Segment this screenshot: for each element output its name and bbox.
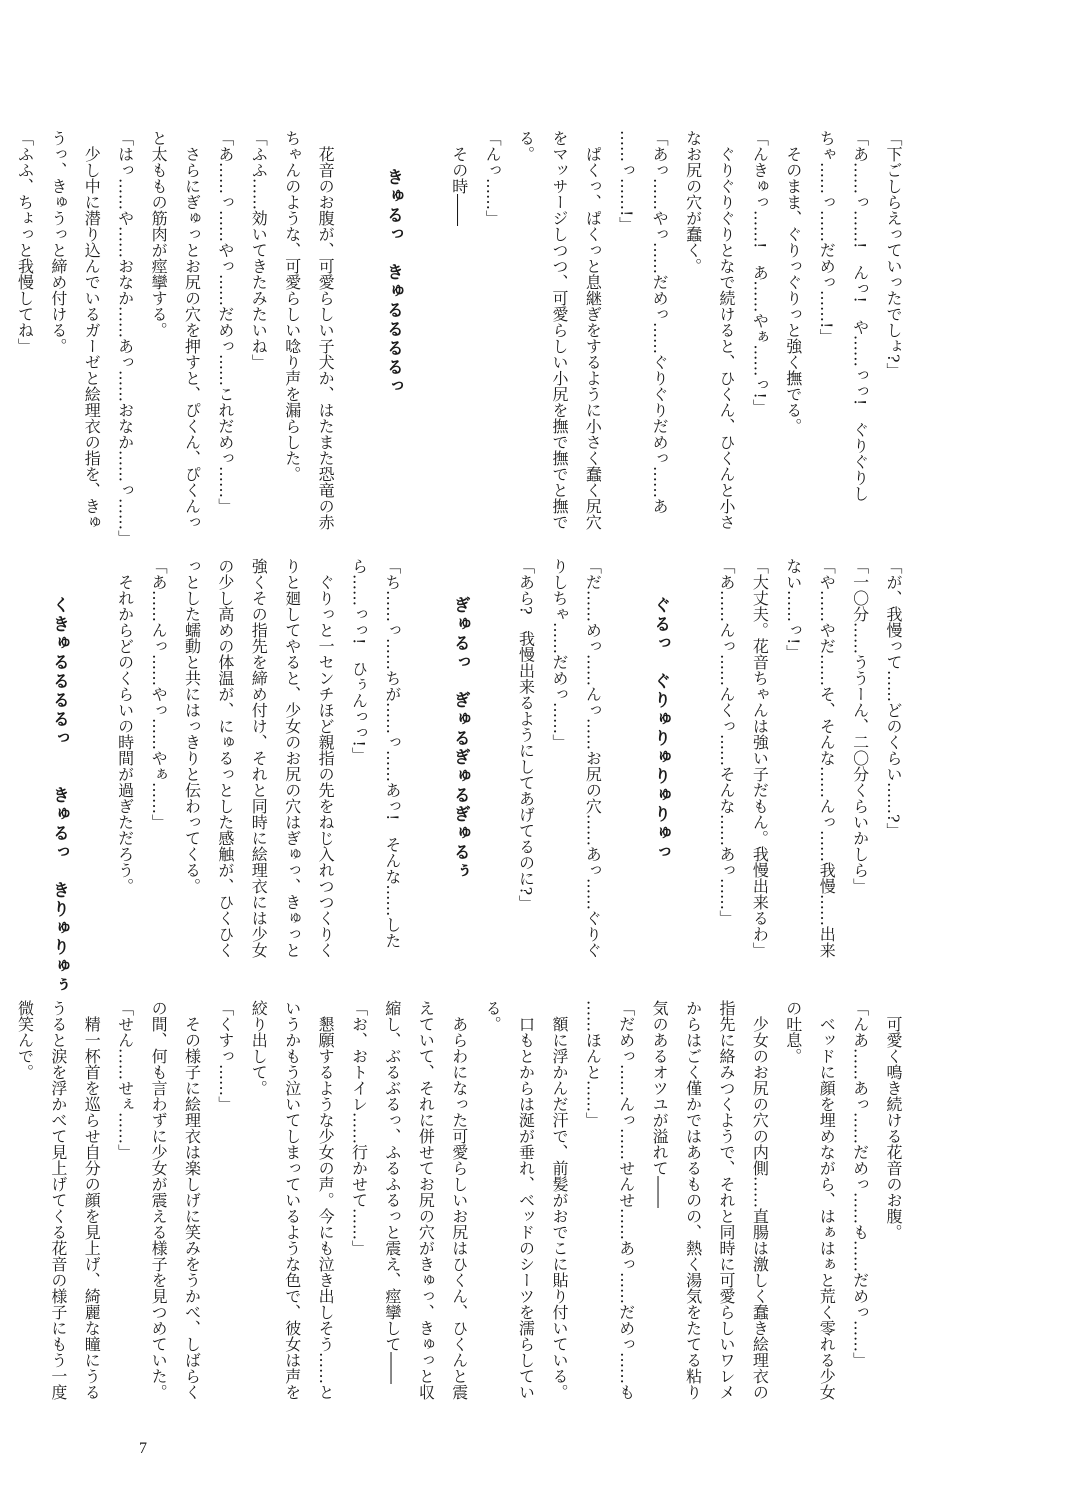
text-line: 「一〇分……ううーん、二〇分くらいかしら」 — [850, 558, 870, 894]
text-line: からはごく僅かではあるものの、熱く湯気をたてる粘り — [683, 1000, 703, 1400]
text-line: と太ももの筋肉が痙攣する。 — [149, 130, 169, 338]
text-line: その時―― — [449, 130, 469, 226]
text-line: そのまま、ぐりっぐりっと強く撫でる。 — [783, 130, 803, 434]
text-line: 「あ……っ……! んっ! や……っっ! ぐりぐりし — [850, 130, 870, 502]
sound-effect-line: ぐるっ ぐりゅりゅりゅりゅっ — [650, 558, 671, 862]
text-line: 「だめっ……んっ……せんせ……あっ……だめっ……も — [616, 1000, 636, 1400]
text-line — [476, 558, 509, 958]
text-line: ちゃんのような、可愛らしい唸り声を漏らした。 — [282, 130, 302, 482]
text-line — [409, 130, 442, 498]
text-line: なお尻の穴が蠢く。 — [683, 130, 703, 274]
text-line: 「んっ……」 — [483, 130, 503, 226]
text-line: ら……っっ! ひぅんっっ!」 — [349, 558, 369, 763]
text-line: 「あ……んっ……んくっ……そんな……あっ……」 — [716, 558, 736, 926]
text-line: りしちゃ……だめっ……」 — [549, 558, 569, 750]
text-line: 額に浮かんだ汗で、前髪がおでこに貼り付いている。 — [549, 1000, 569, 1400]
text-line: ちゃ……っ……だめっ……!」 — [817, 130, 837, 345]
sound-effect-line: きゅるっ きゅるるるるっ — [382, 130, 403, 396]
text-line: 花音のお腹が、可愛らしい子犬か、はたまた恐竜の赤 — [316, 130, 336, 530]
text-line: うると涙を浮かべて見上げてくる花音の様子にもう一度 — [48, 1000, 68, 1400]
text-line: あらわになった可愛らしいお尻はひくん、ひくんと震 — [449, 1000, 469, 1400]
text-line: 「んきゅっ……! あ……やぁ……っ!」 — [750, 130, 770, 415]
text-line: 精一杯首を巡らせ自分の顔を見上げ、綺麗な瞳にうる — [82, 1000, 102, 1400]
text-line: る。 — [516, 130, 536, 162]
text-band-middle — [48, 558, 910, 995]
text-line: ……っ……!」 — [616, 130, 636, 233]
text-line: 「あ……んっ……やっ……やぁ……」 — [149, 558, 169, 830]
text-line: 「んあ……あっ……だめっ……も……だめっ……」 — [850, 1000, 870, 1368]
text-line: さらにぎゅっとお尻の穴を押すと、ぴくん、ぴくんっ — [182, 130, 202, 530]
text-line: 口もとからは涎が垂れ、ベッドのシーツを濡らしてい — [516, 1000, 536, 1400]
text-line: の間、何も言わずに少女が震える様子を見つめていた。 — [149, 1000, 169, 1400]
text-line: 「だ……めっ……んっ……お尻の穴……あっ……ぐりぐ — [583, 558, 603, 958]
text-line: 「や……やだ……そ、そんな……んっ……我慢……出来 — [817, 558, 837, 958]
text-line: 「あら? 我慢出来るようにしてあげてるのに?」 — [516, 558, 536, 912]
text-line: うっ、きゅうっと締め付ける。 — [48, 130, 68, 354]
text-line: ぱくっ、ぱくっと息継ぎをするように小さく蠢く尻穴 — [583, 130, 603, 530]
text-line: ぐりっと一センチほど親指の先をねじ入れつつくりく — [316, 558, 336, 958]
text-line: 「ち……っ……ちが……っ……あっ! そんな……した — [382, 558, 402, 949]
text-band-bottom — [15, 1000, 910, 1400]
text-line: ベッドに顔を埋めながら、はぁはぁと荒く零れる少女 — [817, 1000, 837, 1400]
text-line: 「くすっ……」 — [215, 1000, 235, 1112]
text-line: をマッサージしつつ、可愛らしい小尻を撫で撫でと撫で — [549, 130, 569, 530]
text-line — [342, 130, 375, 498]
text-line: ない……っ!」 — [783, 558, 803, 661]
text-line: 可愛く鳴き続ける花音のお腹。 — [884, 1000, 903, 1240]
text-line: えていて、それに併せてお尻の穴がきゅっ、きゅっと収 — [416, 1000, 436, 1400]
text-line: 微笑んで。 — [15, 1000, 35, 1080]
text-line — [676, 558, 709, 958]
text-line: 気のあるオツユが溢れて―― — [650, 1000, 670, 1208]
text-line: それからどのくらいの時間が過ぎただろう。 — [115, 558, 135, 894]
text-line: 少し中に潜り込んでいるガーゼと絵理衣の指を、きゅ — [82, 130, 102, 530]
text-band-top — [15, 130, 910, 546]
text-line: 「下ごしらえっていったでしょ?」 — [884, 130, 903, 379]
text-line: いうかもう泣いてしまっているような色で、彼女は声を — [282, 1000, 302, 1400]
page-number: 7 — [139, 1440, 147, 1457]
text-line: っとした蠕動と共にはっきりと伝わってくる。 — [182, 558, 202, 894]
text-line: 「が、我慢って……どのくらい……?」 — [884, 558, 903, 839]
text-line: 強くその指先を締め付け、それと同時に絵理衣には少女 — [249, 558, 269, 958]
text-line: 「せん……せぇ……」 — [115, 1000, 135, 1160]
text-line: 絞り出して。 — [249, 1000, 269, 1096]
text-line: 「お、おトイレ……行かせて……」 — [349, 1000, 369, 1256]
text-line: 少女のお尻の穴の内側……直腸は激しく蠢き絵理衣の — [750, 1000, 770, 1400]
text-line: りと廻してやると、少女のお尻の穴はぎゅっ、きゅっと — [282, 558, 302, 958]
text-line: 指先に絡みつくようで、それと同時に可愛らしいワレメ — [716, 1000, 736, 1400]
text-line — [75, 558, 108, 958]
text-line: 「あっ……やっ……だめっ……ぐりぐりだめっ……あ — [650, 130, 670, 514]
text-line: る。 — [483, 1000, 503, 1032]
text-line: 縮し、ぶるぶるっ、ふるふるっと震え、痙攣して―― — [382, 1000, 402, 1384]
sound-effect-line: ぎゅるっ ぎゅるぎゅるぎゅるぅ — [449, 558, 470, 881]
text-line — [409, 558, 442, 958]
text-line: 懇願するような少女の声。今にも泣き出しそう……と — [316, 1000, 336, 1400]
text-line: 「はっ……や……おなか……あっ……おなか……っ……」 — [115, 130, 135, 546]
text-line: ぐりぐりぐりとなで続けると、ひくん、ひくんと小さ — [716, 130, 736, 530]
text-line: 「ふふ……効いてきたみたいね」 — [249, 130, 269, 370]
text-line: 「あ……っ……やっ……だめっ……これだめっ……」 — [215, 130, 235, 514]
text-line — [609, 558, 642, 958]
text-line: ……ほんと……」 — [583, 1000, 603, 1128]
text-line: 「ふふ、ちょっと我慢してね」 — [15, 130, 35, 354]
text-line: の吐息。 — [783, 1000, 803, 1064]
text-line: の少し高めの体温が、にゅるっとした感触が、ひくひく — [215, 558, 235, 958]
sound-effect-line: くきゅるるるるっ きゅるっ きりゅりゅぅ — [48, 558, 69, 995]
text-line: その様子に絵理衣は楽しげに笑みをうかべ、しばらく — [182, 1000, 202, 1400]
text-line: 「大丈夫。花音ちゃんは強い子だもん。我慢出来るわ」 — [750, 558, 770, 958]
